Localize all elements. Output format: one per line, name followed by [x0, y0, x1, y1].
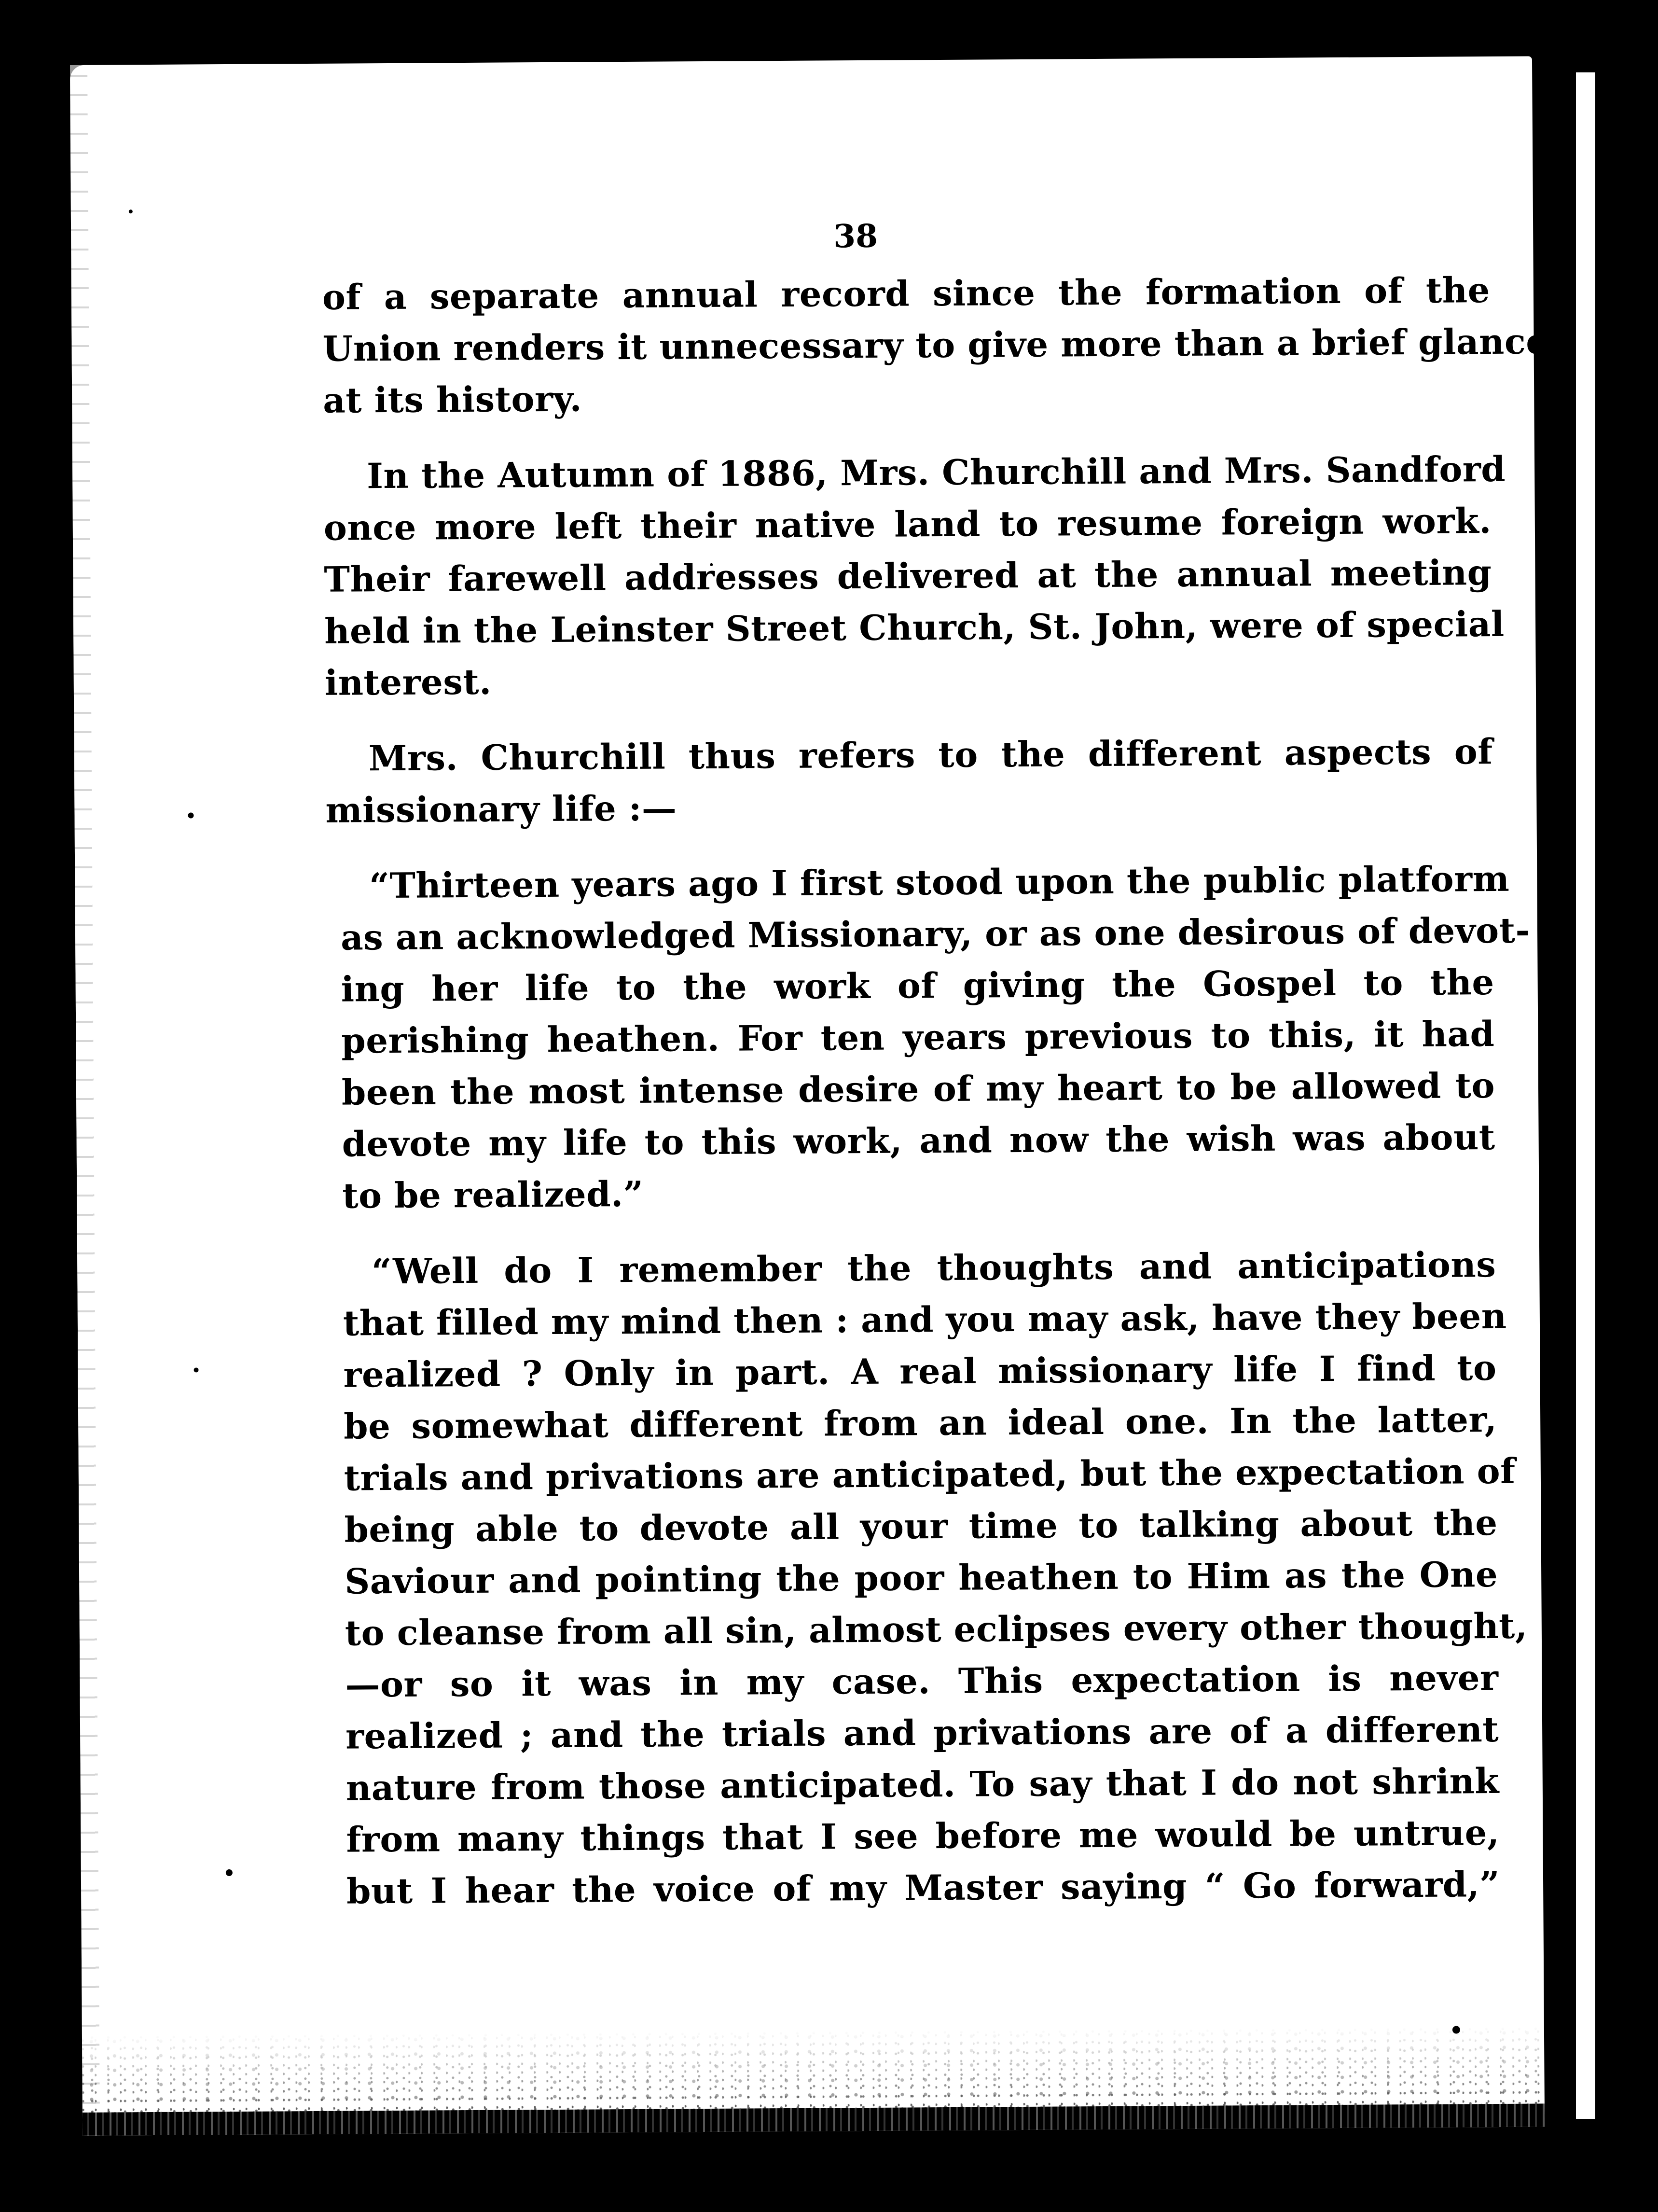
- text-line: realized ; and the trials and privations are of a different: [345, 1708, 1499, 1757]
- text-line: to be realized.”: [342, 1173, 644, 1216]
- text-line: “Thirteen years ago I first stood upon the public platform: [369, 858, 1510, 906]
- quotation-1: [326, 853, 1531, 1222]
- text-line: perishing heathen. For ten years previous to this, it had: [341, 1013, 1495, 1061]
- scan-speck: [193, 1367, 198, 1372]
- text-line: of a separate annual record since the formation of the: [322, 269, 1491, 318]
- paragraph-1: [322, 264, 1548, 426]
- scan-speck: [188, 812, 193, 818]
- text-line: Their farewell addresses delivered at the annual meeting: [324, 552, 1492, 600]
- body-text: [322, 264, 1548, 1917]
- text-line: interest.: [324, 661, 492, 703]
- book-page: [70, 56, 1548, 2135]
- text-line: trials and privations are anticipated, but the expectation of: [344, 1450, 1516, 1499]
- text-line: be somewhat different from an ideal one. In the latter,: [343, 1398, 1497, 1447]
- page-number: 38: [833, 217, 878, 255]
- text-line: ing her life to the work of giving the Gospel to the: [341, 961, 1494, 1010]
- scan-speck: [129, 209, 133, 213]
- text-line: held in the Leinster Street Church, St. John, were of special: [324, 603, 1505, 652]
- text-line: realized ? Only in part. A real missionary life I find to: [343, 1347, 1497, 1395]
- text-line: once more left their native land to resume foreign work.: [323, 500, 1492, 548]
- text-line: being able to devote all your time to talking about the: [344, 1502, 1498, 1550]
- text-line: In the Autumn of 1886, Mrs. Churchill and Mrs. Sandford: [366, 448, 1506, 497]
- text-line: but I hear the voice of my Master saying “ Go forward,”: [346, 1863, 1500, 1912]
- text-line: nature from those anticipated. To say that I do not shrink: [345, 1760, 1500, 1809]
- text-line: at its history.: [322, 378, 582, 421]
- text-line: from many things that I see before me would be untrue,: [346, 1811, 1500, 1860]
- text-line: Mrs. Churchill thus refers to the different aspects of: [368, 731, 1493, 779]
- text-line: Saviour and pointing the poor heathen to Him as the One: [344, 1553, 1498, 1602]
- text-line: as an acknowledged Missionary, or as one desirous of devot-: [340, 909, 1531, 958]
- paragraph-2: [323, 443, 1506, 709]
- text-line: that filled my mind then : and you may ask, have they been: [343, 1295, 1507, 1344]
- text-line: “Well do I remember the thoughts and anticipations: [372, 1243, 1496, 1292]
- scan-speck: [1452, 2026, 1460, 2033]
- text-line: —or so it was in my case. This expectation is never: [345, 1656, 1499, 1705]
- text-line: missionary life :—: [325, 787, 677, 831]
- text-line: devote my life to this work, and now the wish was about: [342, 1116, 1495, 1165]
- facing-page-edge: [1576, 72, 1595, 2119]
- page-left-margin-noise: [70, 65, 100, 2136]
- text-line: been the most intense desire of my heart to be allowed to: [341, 1065, 1495, 1113]
- text-line: to cleanse from all sin, almost eclipses every other thought,: [345, 1605, 1528, 1654]
- scan-speck: [226, 1869, 233, 1876]
- paragraph-3: [325, 725, 1493, 836]
- text-line: Union renders it unnecessary to give more than a brief glance: [322, 320, 1548, 369]
- quotation-2: [328, 1238, 1528, 1917]
